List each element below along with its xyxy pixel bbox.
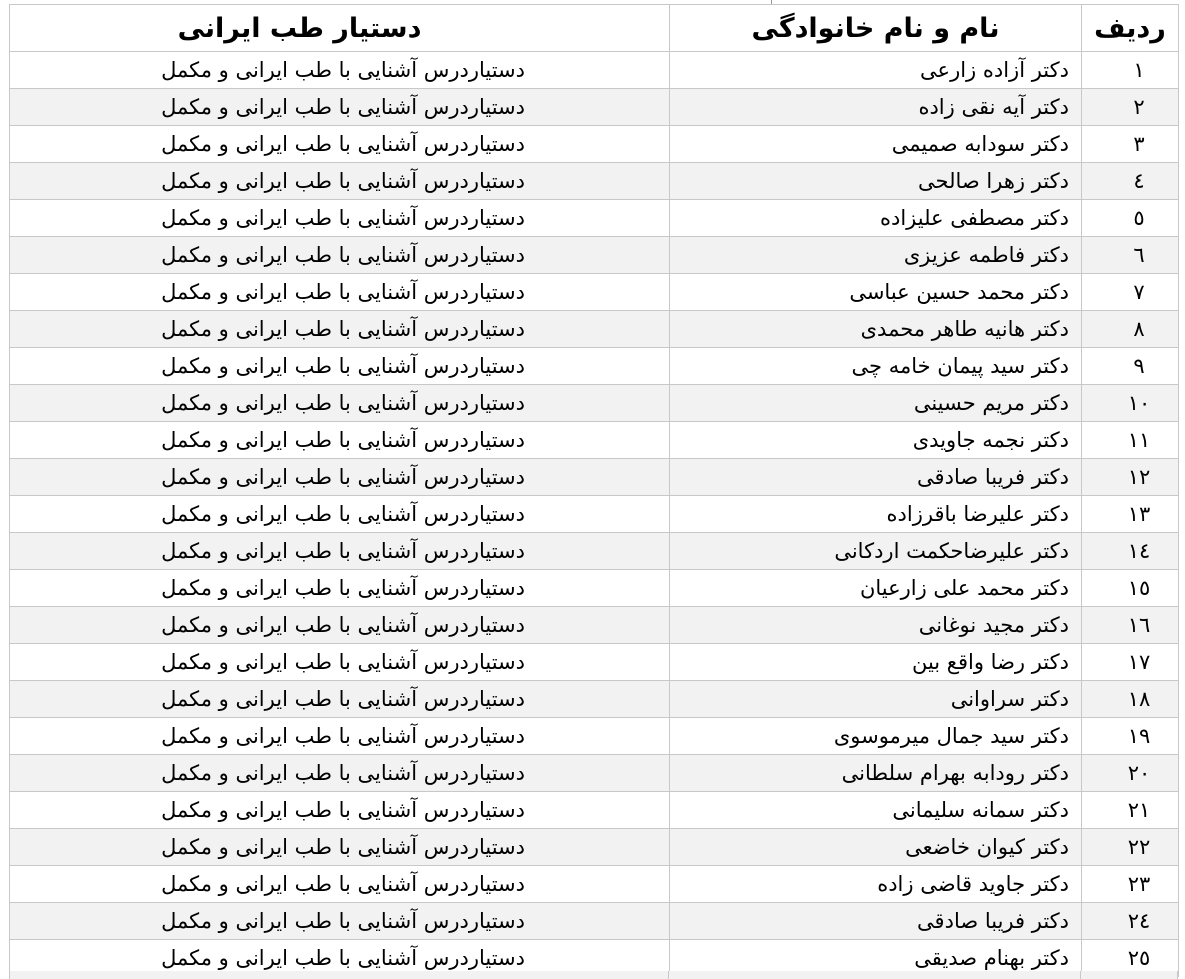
full-name-cell[interactable]: دکتر جاوید قاضی زاده (670, 866, 1082, 903)
full-name-cell[interactable]: دکتر فریبا صادقی (670, 459, 1082, 496)
row-number-cell[interactable]: ۸ (1082, 311, 1179, 348)
row-number-cell[interactable]: ۹ (1082, 348, 1179, 385)
role-cell[interactable]: دستیاردرس آشنایی با طب ایرانی و مکمل (10, 533, 670, 570)
role-cell[interactable]: دستیاردرس آشنایی با طب ایرانی و مکمل (10, 126, 670, 163)
row-number-cell[interactable]: ۷ (1082, 274, 1179, 311)
full-name-cell[interactable]: دکتر سمانه سلیمانی (670, 792, 1082, 829)
table-row[interactable] (10, 348, 1179, 385)
role-cell[interactable]: دستیاردرس آشنایی با طب ایرانی و مکمل (10, 755, 670, 792)
full-name-cell[interactable]: دکتر مریم حسینی (670, 385, 1082, 422)
role-cell[interactable]: دستیاردرس آشنایی با طب ایرانی و مکمل (10, 496, 670, 533)
row-number-cell[interactable]: ۱٤ (1082, 533, 1179, 570)
table-row[interactable] (10, 200, 1179, 237)
role-cell[interactable]: دستیاردرس آشنایی با طب ایرانی و مکمل (10, 311, 670, 348)
header-role[interactable]: دستیار طب ایرانی (10, 5, 670, 52)
table-row[interactable] (10, 274, 1179, 311)
role-cell[interactable]: دستیاردرس آشنایی با طب ایرانی و مکمل (10, 163, 670, 200)
role-cell[interactable]: دستیاردرس آشنایی با طب ایرانی و مکمل (10, 866, 670, 903)
full-name-cell[interactable]: دکتر فاطمه عزیزی (670, 237, 1082, 274)
role-cell[interactable]: دستیاردرس آشنایی با طب ایرانی و مکمل (10, 681, 670, 718)
full-name-cell[interactable]: دکتر سید جمال میرموسوی (670, 718, 1082, 755)
table-row[interactable] (10, 755, 1179, 792)
table-row[interactable] (10, 496, 1179, 533)
row-number-cell[interactable]: ۱۹ (1082, 718, 1179, 755)
role-cell[interactable]: دستیاردرس آشنایی با طب ایرانی و مکمل (10, 52, 670, 89)
full-name-cell[interactable]: دکتر نجمه جاویدی (670, 422, 1082, 459)
header-full-name[interactable]: نام و نام خانوادگی (670, 5, 1082, 52)
full-name-cell[interactable]: دکتر سید پیمان خامه چی (670, 348, 1082, 385)
row-number-cell[interactable]: ۳ (1082, 126, 1179, 163)
full-name-cell[interactable]: دکتر محمد علی زارعیان (670, 570, 1082, 607)
role-cell[interactable]: دستیاردرس آشنایی با طب ایرانی و مکمل (10, 89, 670, 126)
row-number-cell[interactable]: ۲۲ (1082, 829, 1179, 866)
row-number-cell[interactable]: ٤ (1082, 163, 1179, 200)
table-row[interactable] (10, 829, 1179, 866)
role-cell[interactable]: دستیاردرس آشنایی با طب ایرانی و مکمل (10, 940, 670, 977)
full-name-cell[interactable]: دکتر زهرا صالحی (670, 163, 1082, 200)
role-cell[interactable]: دستیاردرس آشنایی با طب ایرانی و مکمل (10, 644, 670, 681)
row-number-cell[interactable]: ۲۰ (1082, 755, 1179, 792)
full-name-cell[interactable]: دکتر محمد حسین عباسی (670, 274, 1082, 311)
table-row[interactable] (10, 718, 1179, 755)
full-name-cell[interactable]: دکتر مصطفی علیزاده (670, 200, 1082, 237)
row-number-cell[interactable]: ٦ (1082, 237, 1179, 274)
table-row[interactable] (10, 126, 1179, 163)
role-cell[interactable]: دستیاردرس آشنایی با طب ایرانی و مکمل (10, 607, 670, 644)
table-row[interactable] (10, 607, 1179, 644)
row-number-cell[interactable]: ۱۸ (1082, 681, 1179, 718)
row-number-cell[interactable]: ٥ (1082, 200, 1179, 237)
column-divider (668, 971, 669, 979)
row-number-cell[interactable]: ۱۲ (1082, 459, 1179, 496)
table-row[interactable] (10, 311, 1179, 348)
role-cell[interactable]: دستیاردرس آشنایی با طب ایرانی و مکمل (10, 792, 670, 829)
role-cell[interactable]: دستیاردرس آشنایی با طب ایرانی و مکمل (10, 385, 670, 422)
table-row[interactable] (10, 422, 1179, 459)
role-cell[interactable]: دستیاردرس آشنایی با طب ایرانی و مکمل (10, 570, 670, 607)
role-cell[interactable]: دستیاردرس آشنایی با طب ایرانی و مکمل (10, 348, 670, 385)
full-name-cell[interactable]: دکتر فریبا صادقی (670, 903, 1082, 940)
table-row[interactable] (10, 52, 1179, 89)
full-name-cell[interactable]: دکتر مجید نوغانی (670, 607, 1082, 644)
row-number-cell[interactable]: ۲۳ (1082, 866, 1179, 903)
role-cell[interactable]: دستیاردرس آشنایی با طب ایرانی و مکمل (10, 718, 670, 755)
header-row-number[interactable]: ردیف (1082, 5, 1179, 52)
role-cell[interactable]: دستیاردرس آشنایی با طب ایرانی و مکمل (10, 829, 670, 866)
row-number-cell[interactable]: ۱۰ (1082, 385, 1179, 422)
table-row[interactable] (10, 459, 1179, 496)
partial-table-row (9, 971, 1178, 979)
table-row[interactable] (10, 681, 1179, 718)
full-name-cell[interactable]: دکتر سراوانی (670, 681, 1082, 718)
table-row[interactable] (10, 89, 1179, 126)
row-number-cell[interactable]: ۲٥ (1082, 940, 1179, 977)
table-row[interactable] (10, 237, 1179, 274)
row-number-cell[interactable]: ۱۱ (1082, 422, 1179, 459)
role-cell[interactable]: دستیاردرس آشنایی با طب ایرانی و مکمل (10, 200, 670, 237)
full-name-cell[interactable]: دکتر آیه نقی زاده (670, 89, 1082, 126)
row-number-cell[interactable]: ۲ (1082, 89, 1179, 126)
roster-table-container (9, 4, 1178, 977)
role-cell[interactable]: دستیاردرس آشنایی با طب ایرانی و مکمل (10, 422, 670, 459)
table-row[interactable] (10, 385, 1179, 422)
full-name-cell[interactable]: دکتر رضا واقع بین (670, 644, 1082, 681)
role-cell[interactable]: دستیاردرس آشنایی با طب ایرانی و مکمل (10, 903, 670, 940)
row-number-cell[interactable]: ۱٦ (1082, 607, 1179, 644)
full-name-cell[interactable]: دکتر رودابه بهرام سلطانی (670, 755, 1082, 792)
full-name-cell[interactable]: دکتر علیرضا باقرزاده (670, 496, 1082, 533)
table-row[interactable] (10, 163, 1179, 200)
full-name-cell[interactable]: دکتر بهنام صدیقی (670, 940, 1082, 977)
role-cell[interactable]: دستیاردرس آشنایی با طب ایرانی و مکمل (10, 237, 670, 274)
table-row[interactable] (10, 792, 1179, 829)
row-number-cell[interactable]: ۱۳ (1082, 496, 1179, 533)
full-name-cell[interactable]: دکتر سودابه صمیمی (670, 126, 1082, 163)
table-row[interactable] (10, 903, 1179, 940)
row-number-cell[interactable]: ۱٥ (1082, 570, 1179, 607)
row-number-cell[interactable]: ۲٤ (1082, 903, 1179, 940)
role-cell[interactable]: دستیاردرس آشنایی با طب ایرانی و مکمل (10, 459, 670, 496)
roster-table (9, 4, 1179, 977)
full-name-cell[interactable]: دکتر کیوان خاضعی (670, 829, 1082, 866)
table-row[interactable] (10, 644, 1179, 681)
full-name-cell[interactable]: دکتر آزاده زارعی (670, 52, 1082, 89)
table-row[interactable] (10, 570, 1179, 607)
header-row (10, 5, 1179, 52)
full-name-cell[interactable]: دکتر علیرضاحکمت اردکانی (670, 533, 1082, 570)
table-header (10, 5, 1179, 52)
role-cell[interactable]: دستیاردرس آشنایی با طب ایرانی و مکمل (10, 274, 670, 311)
table-row[interactable] (10, 866, 1179, 903)
full-name-cell[interactable]: دکتر هانیه طاهر محمدی (670, 311, 1082, 348)
table-row[interactable] (10, 533, 1179, 570)
column-divider (1080, 971, 1081, 979)
table-body (10, 52, 1179, 977)
row-number-cell[interactable]: ۱۷ (1082, 644, 1179, 681)
row-number-cell[interactable]: ۱ (1082, 52, 1179, 89)
row-number-cell[interactable]: ۲۱ (1082, 792, 1179, 829)
